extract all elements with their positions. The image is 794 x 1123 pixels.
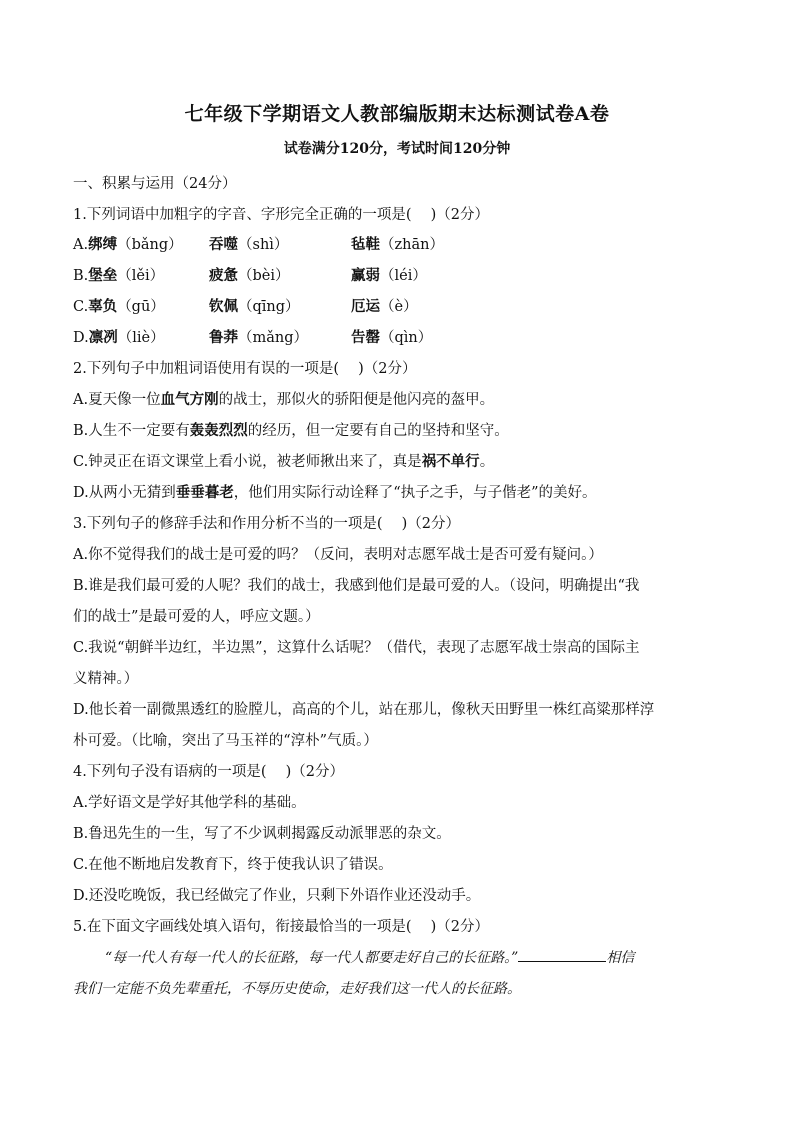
question-3-option-d-cont: 朴可爱。（比喻，突出了马玉祥的“淳朴”气质。） [73,733,378,749]
question-4-option-d: D.还没吃晚饭，我已经做完了作业，只剩下外语作业还没动手。 [73,888,481,904]
question-1-stem: 1.下列词语中加粗字的字音、字形完全正确的一项是( )（2分） [73,207,489,223]
question-3-option-c-cont: 义精神。） [73,671,139,687]
option-cell: 赢弱（léi） [351,267,427,284]
option-cell: 钦佩（qīng） [209,298,300,315]
section-heading: 一、积累与运用（24分） [73,176,237,192]
option-cell: 疲惫（bèi） [209,267,290,284]
question-3-option-b-cont: 们的战士”是最可爱的人，呼应文题。） [73,609,320,625]
question-1-option-a [73,233,444,254]
option-cell: C.辜负（gū） [73,298,165,315]
option-cell: B.堡垒（lěi） [73,267,165,284]
option-cell: 告罄（qìn） [351,329,433,346]
page-title: 七年级下学期语文人教部编版期末达标测试卷A卷 [184,103,610,125]
question-3-option-a: A.你不觉得我们的战士是可爱的吗？（反问，表明对志愿军战士是否可爱有疑问。） [73,547,603,563]
question-3-stem: 3.下列句子的修辞手法和作用分析不当的一项是( )（2分） [73,516,460,532]
question-5-passage-line-1: “每一代人有每一代人的长征路，每一代人都要走好自己的长征路。” 相信 [105,950,635,966]
question-2-option-a: A.夏天像一位血气方刚的战士，那似火的骄阳便是他闪亮的盔甲。 [73,391,495,408]
question-1-option-b [73,264,427,285]
option-cell: 鲁莽（mǎng） [209,329,309,346]
option-cell: 毡鞋（zhān） [351,236,444,253]
question-1-option-d [73,326,432,347]
option-cell: 厄运（è） [351,298,418,315]
question-4-option-b: B.鲁迅先生的一生，写了不少讽刺揭露反动派罪恶的杂文。 [73,826,451,842]
question-5-stem: 5.在下面文字画线处填入语句，衔接最恰当的一项是( )（2分） [73,919,489,935]
question-1-option-c [73,295,418,316]
question-5-passage-line-2: 我们一定能不负先辈重托，不辱历史使命，走好我们这一代人的长征路。 [73,981,521,997]
exam-info: 试卷满分120分，考试时间120分钟 [283,141,511,157]
question-4-option-c: C.在他不断地启发教育下，终于使我认识了错误。 [73,857,393,873]
question-2-option-b: B.人生不一定要有轰轰烈烈的经历，但一定要有自己的坚持和坚守。 [73,422,509,439]
option-cell: 吞噬（shì） [209,236,289,253]
fill-blank[interactable] [518,949,606,962]
question-2-stem: 2.下列句子中加粗词语使用有误的一项是( )（2分） [73,361,417,377]
question-3-option-c: C.我说“朝鲜半边红，半边黑”，这算什么话呢？（借代，表现了志愿军战士崇高的国际主 [73,640,640,656]
question-4-option-a: A.学好语文是学好其他学科的基础。 [73,795,306,811]
option-cell: D.凛冽（liè） [73,329,165,346]
option-cell: A.绑缚（bǎng） [73,236,183,253]
question-2-option-d: D.从两小无猜到垂垂暮老，他们用实际行动诠释了“执子之手，与子偕老”的美好。 [73,484,597,501]
question-2-option-c: C.钟灵正在语文课堂上看小说，被老师揪出来了，真是祸不单行。 [73,453,495,470]
question-4-stem: 4.下列句子没有语病的一项是( )（2分） [73,764,344,780]
question-3-option-b: B.谁是我们最可爱的人呢？我们的战士，我感到他们是最可爱的人。（设问，明确提出“我 [73,578,640,594]
question-3-option-d: D.他长着一副微黑透红的脸膛儿，高高的个儿，站在那儿，像秋天田野里一株红高粱那样淳 [73,702,655,718]
